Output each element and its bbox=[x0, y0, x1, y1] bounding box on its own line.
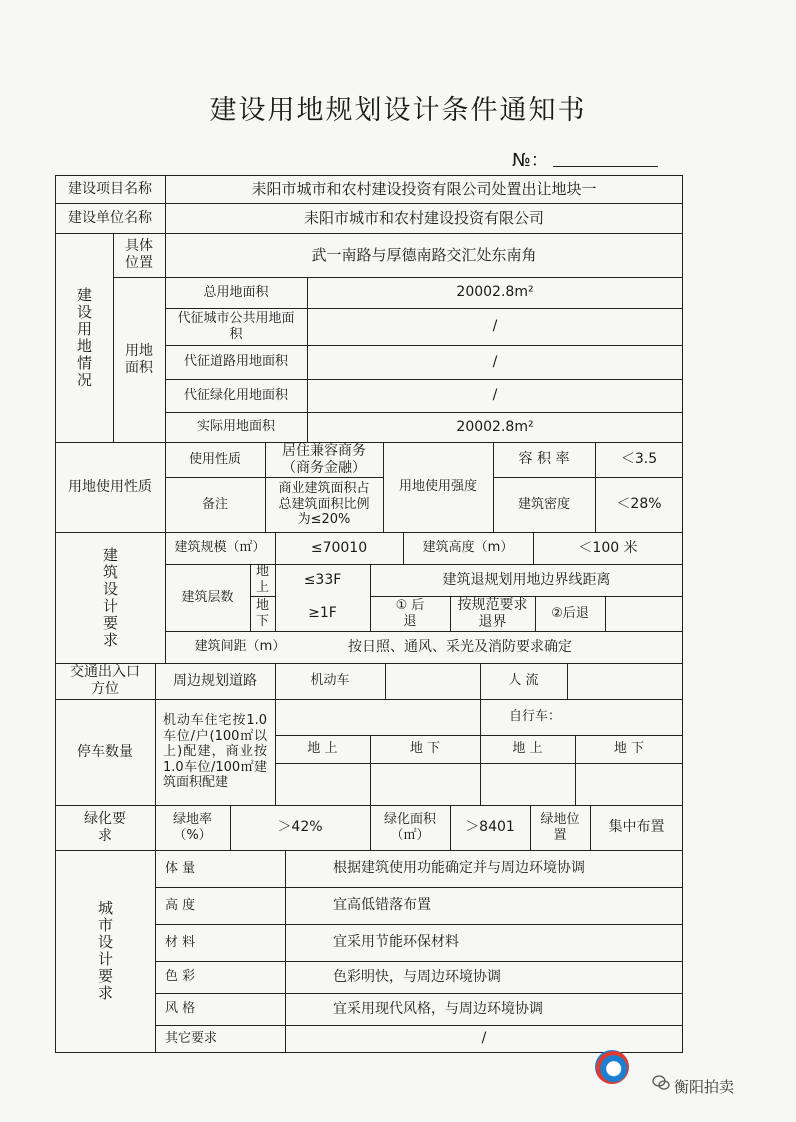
parking-label: 停车数量 bbox=[77, 743, 133, 760]
building-section-label: 建筑设计要求 bbox=[101, 546, 119, 649]
green-position-value: 集中布置 bbox=[608, 819, 665, 836]
spacing-label: 建筑间距（m） bbox=[194, 639, 286, 655]
document-title: 建设用地规划设计条件通知书 bbox=[209, 95, 587, 126]
pedestrian-label: 人 流 bbox=[508, 673, 539, 689]
bicycle-below-label: 地 下 bbox=[613, 741, 645, 757]
land-item-label: 实际用地面积 bbox=[196, 419, 275, 435]
intensity-label: 用地使用强度 bbox=[398, 479, 477, 495]
above-ground-value: ≤33F bbox=[303, 571, 342, 588]
urban-item-value: 宜高低错落布置 bbox=[333, 897, 431, 914]
below-ground-value: ≥1F bbox=[308, 605, 337, 622]
note-label: 备注 bbox=[201, 496, 228, 512]
number-field bbox=[553, 166, 658, 167]
urban-item-value: / bbox=[481, 1030, 487, 1047]
access-value: 周边规划道路 bbox=[173, 672, 257, 689]
land-item-label: 代征道路用地面积 bbox=[183, 354, 288, 370]
urban-item-label: 体 量 bbox=[165, 860, 196, 876]
land-item-value: / bbox=[492, 387, 498, 404]
location-value: 武一南路与厚德南路交汇处东南角 bbox=[311, 246, 537, 264]
green-area-label: 绿化面积（㎡） bbox=[383, 811, 436, 843]
land-item-label: 代征绿化用地面积 bbox=[183, 387, 288, 403]
spacing-value: 按日照、通风、采光及消防要求确定 bbox=[348, 638, 572, 655]
setback-requirement: 按规范要求退界 bbox=[457, 596, 528, 630]
land-item-value: 20002.8m² bbox=[456, 418, 534, 435]
unit-name-value: 耒阳市城市和农村建设投资有限公司 bbox=[303, 209, 544, 227]
project-name-value: 耒阳市城市和农村建设投资有限公司处置出让地块一 bbox=[251, 180, 597, 198]
urban-item-value: 根据建筑使用功能确定并与周边环境协调 bbox=[333, 860, 585, 877]
usage-section-label: 用地使用性质 bbox=[68, 478, 152, 495]
land-item-label: 总用地面积 bbox=[203, 284, 269, 300]
height-value: ＜100 米 bbox=[578, 539, 638, 556]
below-ground-label: 地下 bbox=[255, 597, 269, 629]
setback-label: 建筑退规划用地边界线距离 bbox=[442, 571, 611, 588]
urban-section-label: 城市设计要求 bbox=[96, 900, 114, 1002]
bicycle-label: 自行车： bbox=[508, 709, 561, 725]
conditions-table bbox=[55, 175, 683, 1053]
urban-item-label: 高 度 bbox=[165, 897, 196, 913]
above-ground-label: 地上 bbox=[255, 564, 269, 595]
urban-item-value: 宜采用现代风格，与周边环境协调 bbox=[333, 1000, 543, 1017]
motor-above-label: 地 上 bbox=[307, 741, 338, 757]
scale-value: ≤70010 bbox=[310, 539, 368, 556]
urban-item-label: 其它要求 bbox=[165, 1030, 218, 1046]
far-value: ＜3.5 bbox=[620, 451, 658, 468]
nature-value: 居住兼容商务（商务金融） bbox=[282, 442, 366, 476]
land-item-value: / bbox=[492, 353, 498, 370]
green-label: 绿化要求 bbox=[84, 810, 126, 844]
note-value: 商业建筑面积占总建筑面积比例为≤20% bbox=[278, 481, 370, 528]
setback-1: ① 后退 bbox=[395, 597, 425, 629]
parking-rule: 机动车住宅按1.0车位/户(100㎡以上)配建，商业按1.0车位/100㎡建筑面积配建 bbox=[163, 713, 267, 791]
land-item-label: 代征城市公共用地面积 bbox=[177, 310, 295, 342]
land-item-value: 20002.8m² bbox=[456, 284, 534, 301]
location-label: 具体位置 bbox=[125, 238, 153, 271]
urban-item-label: 材 料 bbox=[165, 934, 196, 950]
green-position-label: 绿地位置 bbox=[540, 811, 580, 843]
number-label: №： bbox=[512, 150, 549, 171]
motor-vehicle-label: 机动车 bbox=[310, 673, 350, 689]
land-item-value: / bbox=[492, 318, 498, 335]
brand-name: 衡阳拍卖 bbox=[674, 1078, 735, 1096]
density-value: ＜28% bbox=[616, 496, 662, 513]
access-label: 交通出入口方位 bbox=[70, 664, 140, 697]
land-section-label: 建设用地情况 bbox=[75, 286, 93, 389]
floors-label: 建筑层数 bbox=[181, 589, 234, 605]
scale-label: 建筑规模（㎡） bbox=[174, 540, 266, 556]
urban-item-label: 风 格 bbox=[165, 1001, 196, 1017]
green-area-value: ＞8401 bbox=[465, 819, 515, 836]
bicycle-above-label: 地 上 bbox=[512, 741, 543, 757]
green-rate-value: ＞42% bbox=[277, 819, 323, 836]
wechat-icon bbox=[652, 1074, 670, 1092]
motor-below-label: 地 下 bbox=[409, 741, 441, 757]
setback-2: ②后退 bbox=[551, 605, 589, 621]
density-label: 建筑密度 bbox=[517, 496, 570, 512]
project-name-label: 建设项目名称 bbox=[68, 180, 152, 197]
urban-item-value: 宜采用节能环保材料 bbox=[333, 934, 459, 951]
green-rate-label: 绿地率（%） bbox=[172, 811, 212, 843]
urban-item-value: 色彩明快，与周边环境协调 bbox=[333, 968, 501, 985]
nature-label: 使用性质 bbox=[188, 451, 241, 467]
area-label: 用地面积 bbox=[125, 342, 153, 376]
unit-name-label: 建设单位名称 bbox=[68, 209, 152, 226]
height-label: 建筑高度（m） bbox=[422, 540, 514, 556]
urban-item-label: 色 彩 bbox=[165, 969, 196, 985]
far-label: 容 积 率 bbox=[518, 451, 570, 468]
auction-logo-icon bbox=[595, 1050, 629, 1084]
